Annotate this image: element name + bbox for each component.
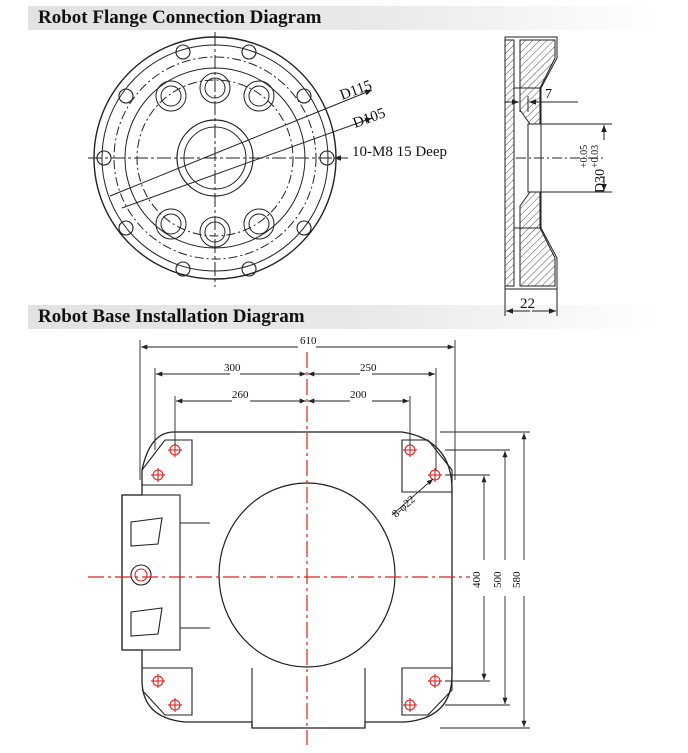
base-centerlines <box>88 352 470 745</box>
tol-upper: +0.05 <box>579 144 590 168</box>
base-plan-view <box>122 432 452 728</box>
base-dimension-labels <box>224 335 523 588</box>
thread-note: 10-M8 15 Deep <box>352 144 447 160</box>
dim-22: 22 <box>520 296 535 312</box>
pad-top-left <box>142 440 192 485</box>
base-section-title: Robot Base Installation Diagram <box>38 306 305 327</box>
side-boss <box>131 565 151 585</box>
d115-leader <box>110 90 372 196</box>
side-wedge-top <box>131 518 162 546</box>
base-dimensions <box>140 340 530 728</box>
dim-d105: D105 <box>350 105 388 132</box>
dim-7: 7 <box>545 87 552 102</box>
tol-lower: +0.03 <box>590 144 601 168</box>
dim-d115: D115 <box>337 77 375 104</box>
dim-250: 250 <box>360 362 377 374</box>
dim-400: 400 <box>471 571 483 588</box>
dim-d30: D30 <box>593 168 608 193</box>
dim-300: 300 <box>224 362 241 374</box>
side-wedge-bottom <box>131 608 162 636</box>
flange-front-view <box>88 32 375 287</box>
flange-section-title: Robot Flange Connection Diagram <box>38 7 322 28</box>
dim-610: 610 <box>300 335 317 347</box>
dim-200: 200 <box>350 389 367 401</box>
dim-500: 500 <box>492 571 504 588</box>
dim-580: 580 <box>511 571 523 588</box>
pad-bottom-left <box>142 668 192 715</box>
hole-note: 8-φ22 <box>389 493 418 521</box>
d105-leader <box>122 118 372 208</box>
dim-260: 260 <box>232 389 249 401</box>
